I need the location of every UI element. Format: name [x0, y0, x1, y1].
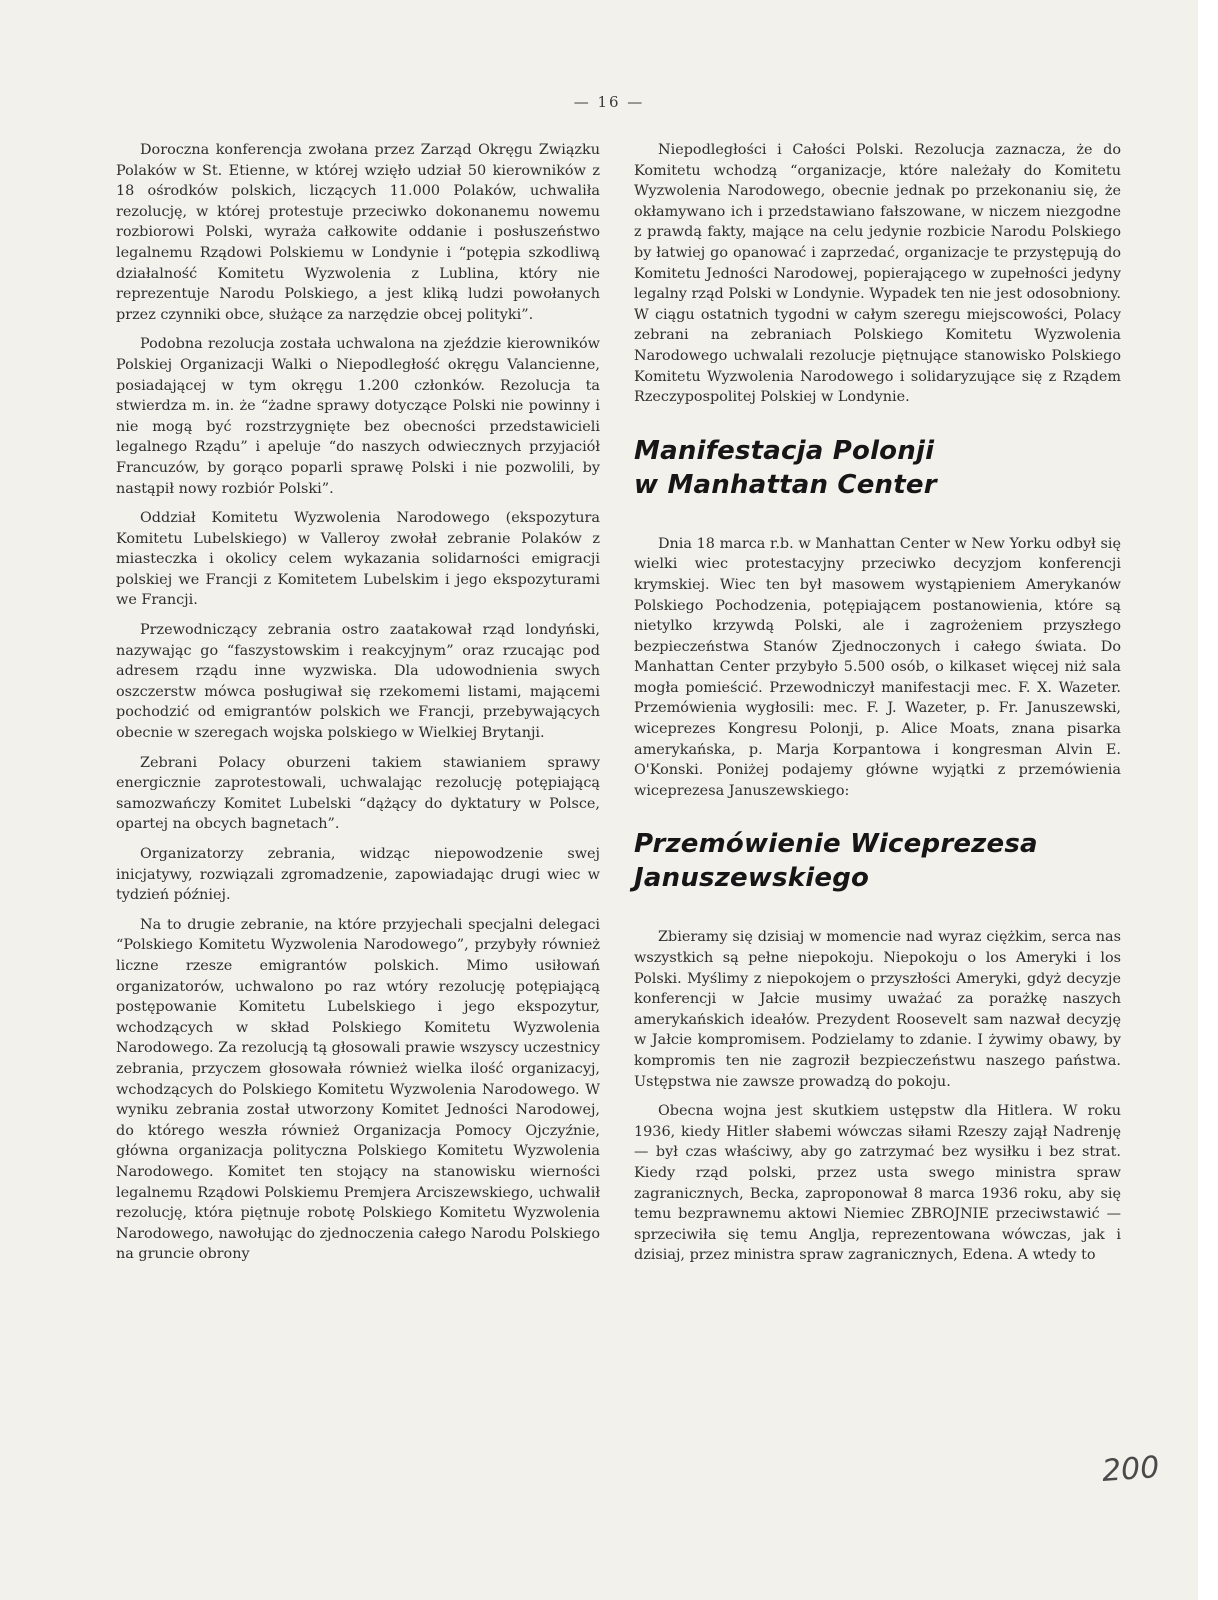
paragraph: Zebrani Polacy oburzeni takiem stawianiem sprawy energicznie zaprotestowali, uchwalając rezolucję potępiającą samozwańczy Komitet Lubelski “dążący do dyktatury w Polsce, opartej na obcych bagnetach”.: [116, 754, 600, 833]
scan-margin: [1198, 0, 1218, 1600]
heading-line: w Manhattan Center: [634, 469, 937, 500]
page-number: — 16 —: [573, 93, 645, 111]
heading-line: Przemówienie Wiceprezesa: [634, 829, 1038, 860]
handwritten-page-number: 200: [1100, 1450, 1161, 1489]
paragraph: Zbieramy się dzisiaj w momencie nad wyraz ciężkim, serca nas wszystkich są pełne niepokoju. Niepokoju o los Ameryki i los Polski. Myślimy z niepokojem o przyszłości Ameryki, gdyż decyzje konferencji w Jałcie musimy uważać za porażkę naszych amerykańskich ideałów. Prezydent Roosevelt sam nazwał decyzję w Jałcie kompromisem. Podzielamy to zdanie. I żywimy obawy, by kompromis ten nie zagroził bezpieczeństwu naszego państwa. Ustępstwa nie zawsze prowadzą do pokoju.: [634, 929, 1121, 1090]
left-column: [116, 140, 600, 1274]
heading-line: Manifestacja Polonji: [634, 435, 935, 466]
paragraph: Oddział Komitetu Wyzwolenia Narodowego (ekspozytura Komitetu Lubelskiego) w Valleroy zwołał zebranie Polaków z miasteczka i okolicy celem wykazania solidarności emigracji polskiej we Francji z Komitetem Lubelskim i jego ekspozyturami we Francji.: [116, 510, 600, 609]
paragraph: Dnia 18 marca r.b. w Manhattan Center w New Yorku odbył się wielki wiec protestacyjny przeciwko decyzjom konferencji krymskiej. Wiec ten był masowem wystąpieniem Amerykanów Polskiego Pochodzenia, potępiającem postanowienia, które są nietylko krzywdą Polski, ale i zagrożeniem przyszłego bezpieczeństwa Stanów Zjednoczonych i całego świata. Do Manhattan Center przybyło 5.500 osób, o kilkaset więcej niż sala mogła pomieścić. Przewodniczył manifestacji mec. F. X. Wazeter. Przemówienia wygłosili: mec. F. J. Wazeter, p. Fr. Januszewski, wiceprezes Kongresu Polonji, p. Alice Moats, znana pisarka amerykańska, p. Marja Korpantowa i kongresman Alvin E. O'Konski. Poniżej podajemy główne wyjątki z przemówienia wiceprezesa Januszewskiego:: [634, 535, 1121, 799]
paragraph: Niepodległości i Całości Polski. Rezolucja zaznacza, że do Komitetu wchodzą “organizacje, które należały do Komitetu Wyzwolenia Narodowego, obecnie jednak po przekonaniu się, że okłamywano ich i przedstawiano fałszowane, w niczem niezgodne z prawdą fakty, mające na celu jedynie rozbicie Narodu Polskiego by łatwiej go opanować i zaprzedać, organizacje te przystępują do Komitetu Jedności Narodowej, popierającego w zupełności jedyny legalny rząd Polski w Londynie. Wypadek ten nie jest odosobniony. W ciągu ostatnich tygodni w całym szeregu miejscowości, Polacy zebrani na zebraniach Polskiego Komitetu Wyzwolenia Narodowego uchwalali rezolucje piętnujące stanowisko Polskiego Komitetu Wyzwolenia Narodowego i solidaryzujące się z Rządem Rzeczypospolitej Polskiej w Londynie.: [634, 142, 1121, 406]
paragraph: Organizatorzy zebrania, widząc niepowodzenie swej inicjatywy, rozwiązali zgromadzenie, zapowiadając drugi wiec w tydzień później.: [116, 846, 600, 904]
right-column: [634, 140, 1121, 1275]
section-heading-przemowienie: [634, 827, 1121, 895]
paragraph: Przewodniczący zebrania ostro zaatakował rząd londyński, nazywając go “faszystowskim i reakcyjnym” oraz rzucając pod adresem rządu inne wyzwiska. Dla udowodnienia swych oszczerstw mówca posługiwał się rzekomemi listami, mającemi pochodzić od emigrantów polskich we Francji, przebywających obecnie w szeregach wojska polskiego w Wielkiej Brytanji.: [116, 622, 600, 742]
section-heading-manifestacja: [634, 434, 1121, 502]
paragraph: Obecna wojna jest skutkiem ustępstw dla Hitlera. W roku 1936, kiedy Hitler słabemi wówczas siłami Rzeszy zajął Nadrenję — był czas właściwy, aby go zatrzymać bez wysiłku i bez strat. Kiedy rząd polski, przez usta swego ministra spraw zagranicznych, Becka, zaproponował 8 marca 1936 roku, aby się temu bezprawnemu aktowi Niemiec ZBROJNIE przeciwstawić — sprzeciwiła się temu Anglja, reprezentowana wówczas, jak i dzisiaj, przez ministra spraw zagranicznych, Edena. A wtedy to: [634, 1103, 1121, 1264]
heading-line: Januszewskiego: [634, 863, 870, 894]
paragraph: Doroczna konferencja zwołana przez Zarząd Okręgu Związku Polaków w St. Etienne, w której wzięło udział 50 kierowników z 18 ośrodków polskich, liczących 11.000 Polaków, uchwaliła rezolucję, w której protestuje przeciwko dokonanemu nowemu rozbiorowi Polski, wyraża całkowite oddanie i posłuszeństwo legalnemu Rządowi Polskiemu w Londynie i “potępia szkodliwą działalność Komitetu Wyzwolenia z Lublina, który nie reprezentuje Narodu Polskiego, a jest kliką ludzi powołanych przez czynniki obce, służące za narzędzie obcej polityki”.: [116, 142, 600, 323]
paragraph: Na to drugie zebranie, na które przyjechali specjalni delegaci “Polskiego Komitetu Wyzwolenia Narodowego”, przybyły również liczne rzesze emigrantów polskich. Mimo usiłowań organizatorów, uchwalono po raz wtóry rezolucję potępiającą postępowanie Komitetu Lubelskiego i jego ekspozytur, wchodzących w skład Polskiego Komitetu Wyzwolenia Narodowego. Za rezolucją tą głosowali prawie wszyscy uczestnicy zebrania, przyczem głosowała również wielka ilość organizacyj, wchodzących do Polskiego Komitetu Wyzwolenia Narodowego. W wyniku zebrania został utworzony Komitet Jedności Narodowej, do którego weszła również Organizacja Pomocy Ojczyźnie, główna organizacja polityczna Polskiego Komitetu Wyzwolenia Narodowego. Komitet ten stojący na stanowisku wierności legalnemu Rządowi Polskiemu Premjera Arciszewskiego, uchwalił rezolucję, która piętnuje robotę Polskiego Komitetu Wyzwolenia Narodowego, nawołując do zjednoczenia całego Narodu Polskiego na gruncie obrony: [116, 916, 600, 1263]
paragraph: Podobna rezolucja została uchwalona na zjeździe kierowników Polskiej Organizacji Walki o Niepodległość okręgu Valancienne, posiadającej w tym okręgu 1.200 członków. Rezolucja ta stwierdza m. in. że “żadne sprawy dotyczące Polski nie powinny i nie mogą być rozstrzygnięte bez obecności przedstawicieli legalnego Rządu” i apeluje “do naszych odwiecznych przyjaciół Francuzów, by gorąco poparli sprawę Polski i nie pozwolili, by nastąpił nowy rozbiór Polski”.: [116, 336, 600, 497]
